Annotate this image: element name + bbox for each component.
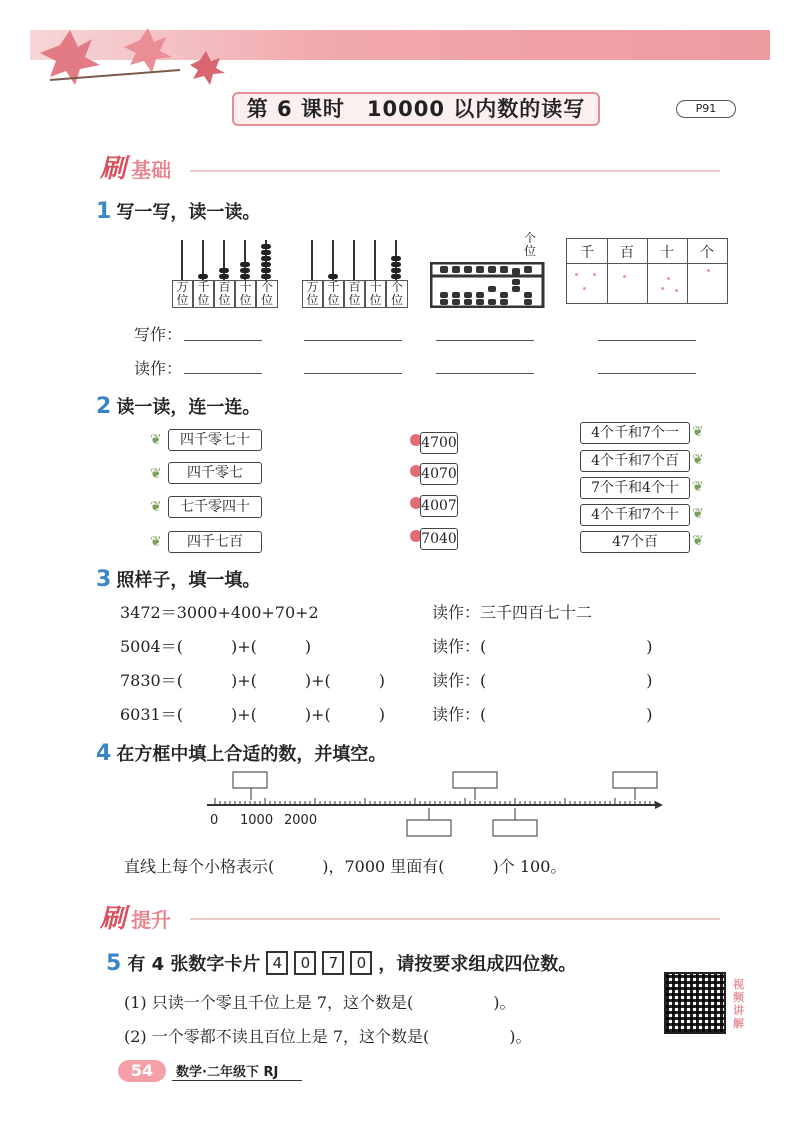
axis-label-2000: 2000: [284, 813, 318, 828]
digit-card: 7: [322, 951, 344, 975]
read-blank[interactable]: [436, 373, 534, 374]
reading-row[interactable]: 读作：( ): [432, 705, 653, 724]
read-blank[interactable]: [304, 373, 402, 374]
reading-row[interactable]: 读作：( ): [432, 637, 653, 656]
abacus-label: 个位: [256, 280, 278, 308]
match-left-card[interactable]: 四千七百: [168, 531, 262, 553]
abacus-label: 千位: [323, 280, 344, 308]
match-left-card[interactable]: 四千零七: [168, 462, 262, 484]
write-label: 写作：: [134, 325, 183, 344]
abacus-label: 千位: [193, 280, 214, 308]
bee-icon: ❦: [692, 479, 704, 495]
question-number: 3: [96, 567, 112, 592]
read-blank[interactable]: [184, 373, 262, 374]
equation-row[interactable]: 7830＝( )+( )+( ): [120, 671, 385, 690]
table-header: 百: [620, 245, 634, 261]
place-value-table: [566, 238, 728, 304]
question-number: 1: [96, 199, 112, 224]
brush-icon: 刷: [100, 154, 127, 184]
section-advance-header: [100, 898, 171, 935]
question-3-header: [96, 566, 260, 592]
abacus-2: [302, 240, 408, 308]
question-text: 在方框中填上合适的数，并填空。: [116, 744, 387, 765]
bee-icon: ❦: [150, 534, 162, 550]
match-right-card[interactable]: 4个千和7个一: [580, 422, 690, 444]
bee-icon: ❦: [150, 432, 162, 448]
match-right-card[interactable]: 7个千和4个十: [580, 477, 690, 499]
match-middle-card[interactable]: 7040: [420, 528, 458, 550]
abacus-1: [172, 240, 278, 308]
match-middle-card[interactable]: 4007: [420, 495, 458, 517]
write-blank[interactable]: [598, 340, 696, 341]
question-1-header: [96, 198, 260, 224]
write-blank[interactable]: [184, 340, 262, 341]
suanpan: [430, 262, 545, 308]
section-divider: [190, 170, 720, 172]
page-title: 第 6 课时 10000 以内数的读写: [232, 92, 600, 126]
section-advance-label: 提升: [131, 908, 172, 932]
brush-icon: 刷: [100, 904, 127, 934]
digit-card: 0: [294, 951, 316, 975]
write-blank[interactable]: [436, 340, 534, 341]
question-text: 照样子，填一填。: [116, 570, 261, 591]
sub-question-1[interactable]: (1) 只读一个零且千位上是 7，这个数是( )。: [124, 993, 516, 1012]
axis-label-0: 0: [210, 813, 219, 828]
equation-row: 3472＝3000+400+70+2: [120, 603, 319, 622]
maple-leaves-decoration: [30, 25, 230, 95]
question-text: 有 4 张数字卡片: [127, 954, 261, 975]
question-2-header: [96, 393, 260, 419]
match-right-card[interactable]: 4个千和7个百: [580, 450, 690, 472]
axis-label-1000: 1000: [240, 813, 274, 828]
equation-row[interactable]: 5004＝( )+( ): [120, 637, 312, 656]
abacus-label: 万位: [172, 280, 193, 308]
read-label: 读作：: [134, 359, 183, 378]
bee-icon: ❦: [150, 499, 162, 515]
question-number: 2: [96, 394, 112, 419]
page-number-badge: 54: [118, 1060, 166, 1082]
reading-row[interactable]: 读作：( ): [432, 671, 653, 690]
digit-card: 0: [350, 951, 372, 975]
suanpan-unit-label: 个位: [523, 231, 536, 258]
match-middle-card[interactable]: 4070: [420, 463, 458, 485]
digit-card: 4: [266, 951, 288, 975]
question-number: 5: [106, 950, 122, 976]
equation-row[interactable]: 6031＝( )+( )+( ): [120, 705, 385, 724]
bee-icon: ❦: [692, 533, 704, 549]
question-number: 4: [96, 741, 112, 766]
section-basic-header: [100, 148, 171, 185]
number-line-sentence[interactable]: 直线上每个小格表示( )，7000 里面有( )个 100。: [124, 857, 567, 876]
match-right-card[interactable]: 4个千和7个十: [580, 504, 690, 526]
question-4-header: [96, 740, 386, 766]
match-left-card[interactable]: 七千零四十: [168, 496, 262, 518]
write-blank[interactable]: [304, 340, 402, 341]
bee-icon: ❦: [692, 506, 704, 522]
match-left-card[interactable]: 四千零七十: [168, 429, 262, 451]
bee-icon: ❦: [150, 466, 162, 482]
bee-icon: ❦: [692, 452, 704, 468]
table-header: 个: [700, 245, 714, 261]
match-right-card[interactable]: 47个百: [580, 531, 690, 553]
question-text: ，请按要求组成四位数。: [378, 954, 577, 975]
section-basic-label: 基础: [131, 158, 172, 182]
read-blank[interactable]: [598, 373, 696, 374]
question-5-header: [106, 950, 576, 976]
qr-code[interactable]: [664, 972, 726, 1034]
match-middle-card[interactable]: 4700: [420, 432, 458, 454]
table-header: 千: [580, 245, 594, 261]
abacus-label: 个位: [386, 280, 408, 308]
table-header: 十: [660, 245, 674, 261]
video-explanation-tag[interactable]: 视频讲解: [733, 978, 744, 1030]
bee-icon: ❦: [692, 424, 704, 440]
footer-rule: [172, 1080, 302, 1081]
abacus-label: 万位: [302, 280, 323, 308]
abacus-label: 百位: [214, 280, 235, 308]
abacus-label: 百位: [344, 280, 365, 308]
abacus-label: 十位: [365, 280, 386, 308]
number-line: [205, 770, 665, 840]
page-reference: P91: [676, 100, 736, 118]
question-text: 读一读，连一连。: [116, 397, 261, 418]
question-text: 写一写，读一读。: [116, 202, 261, 223]
sub-question-2[interactable]: (2) 一个零都不读且百位上是 7，这个数是( )。: [124, 1027, 532, 1046]
book-title: 数学·二年级下 RJ: [176, 1065, 279, 1080]
abacus-label: 十位: [235, 280, 256, 308]
reading-row: 读作：三千四百七十二: [432, 603, 593, 622]
section-divider: [190, 918, 720, 920]
